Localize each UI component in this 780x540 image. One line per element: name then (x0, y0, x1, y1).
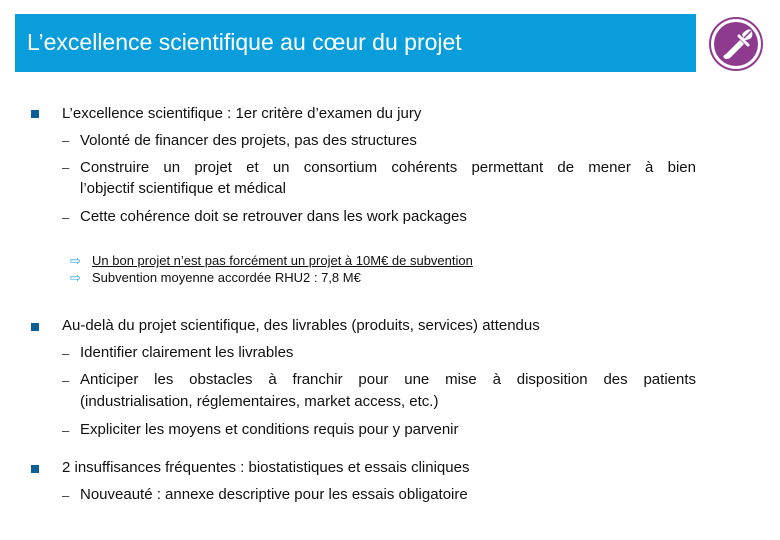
dash-bullet: – (62, 346, 70, 361)
dash-bullet: – (62, 210, 70, 225)
list-item: Construire un projet et un consortium cohérents permettant de mener à bien (80, 159, 696, 176)
list-item: Anticiper les obstacles à franchir pour une mise à disposition des patients (80, 371, 696, 388)
list-item-continuation: (industrialisation, réglementaires, market access, etc.) (80, 393, 439, 410)
highlight-note: Subvention moyenne accordée RHU2 : 7,8 M€ (92, 270, 361, 285)
section-heading: Au-delà du projet scientifique, des livrables (produits, services) attendus (62, 317, 540, 334)
slide-title: L’excellence scientifique au cœur du projet (27, 29, 462, 55)
list-item: Nouveauté : annexe descriptive pour les essais obligatoire (80, 486, 468, 503)
section-heading: 2 insuffisances fréquentes : biostatistiques et essais cliniques (62, 459, 470, 476)
section-heading: L’excellence scientifique : 1er critère d’examen du jury (62, 105, 422, 122)
arrow-right-icon: ⇨ (70, 270, 81, 285)
bullet-square (31, 465, 39, 473)
dash-bullet: – (62, 488, 70, 503)
dash-bullet: – (62, 133, 70, 148)
title-bar (15, 14, 696, 72)
list-item: Identifier clairement les livrables (80, 344, 294, 361)
list-item-continuation: l’objectif scientifique et médical (80, 180, 286, 197)
dash-bullet: – (62, 423, 70, 438)
arrow-right-icon: ⇨ (70, 253, 81, 268)
list-item: Expliciter les moyens et conditions requis pour y parvenir (80, 421, 459, 438)
bullet-square (31, 110, 39, 118)
list-item: Volonté de financer des projets, pas des structures (80, 132, 417, 149)
test-tube-leaf-icon (708, 16, 764, 72)
bullet-square (31, 323, 39, 331)
dash-bullet: – (62, 373, 70, 388)
dash-bullet: – (62, 160, 70, 175)
list-item: Cette cohérence doit se retrouver dans les work packages (80, 208, 467, 225)
highlight-note: Un bon projet n’est pas forcément un projet à 10M€ de subvention (92, 253, 473, 268)
